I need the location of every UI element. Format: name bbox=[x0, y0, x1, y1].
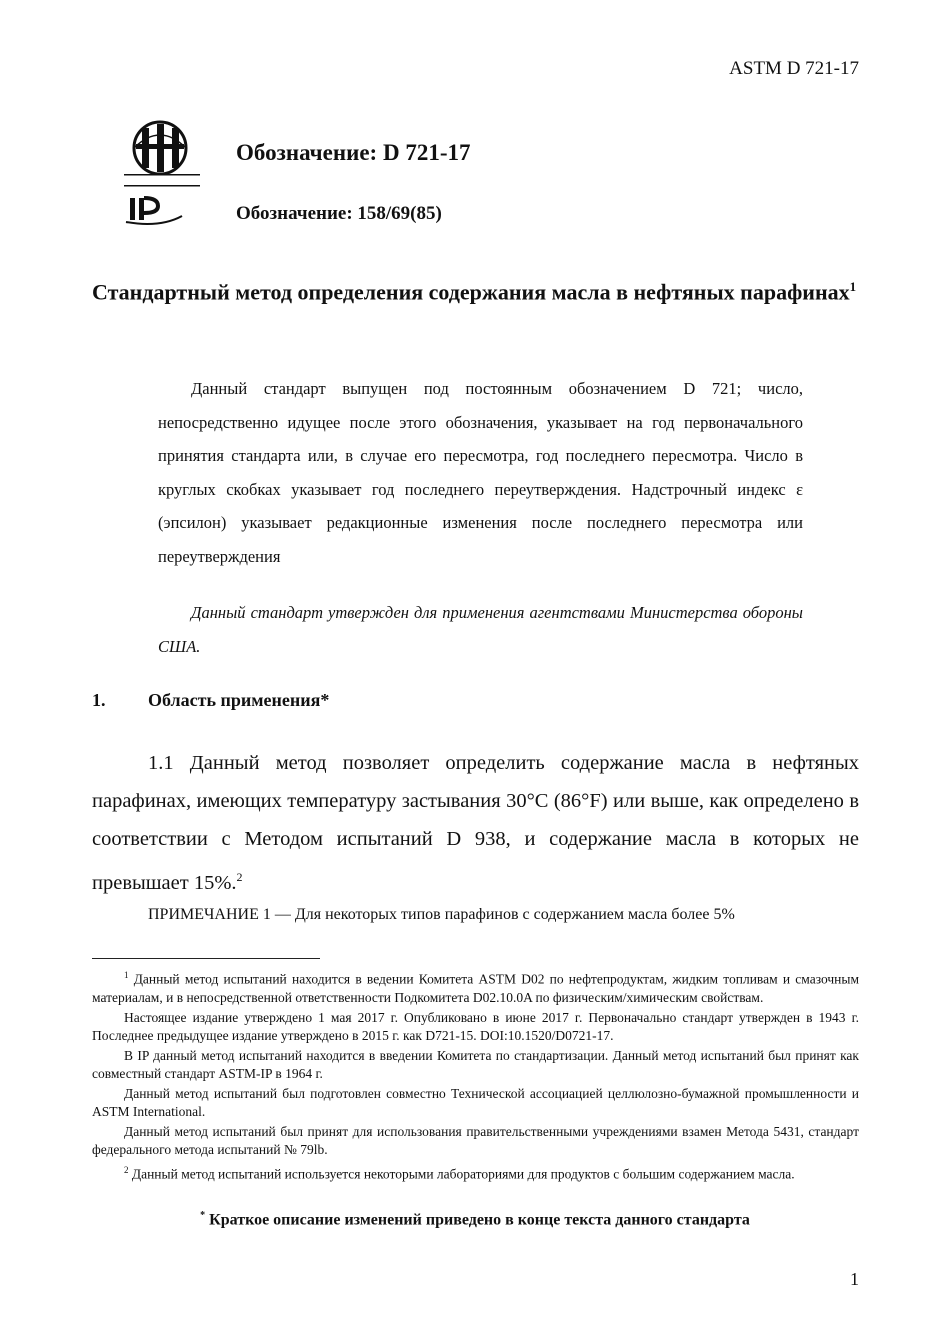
footnote-1-text: Данный метод испытаний находится в ведении Комитета ASTM D02 по нефтепродуктам, жидким топливам и смазочным материалам, и в непосредственной ответственности Подкомитета D02.10.0A по физическим/химическим свойствам. bbox=[92, 971, 860, 1005]
footnote-2-mark: 2 bbox=[124, 1164, 129, 1175]
paragraph-1-1-text: 1.1 Данный метод позволяет определить содержание масла в нефтяных парафинах, имеющих температуру застывания 30°C (86°F) или выше, как определено в соответствии с Методом испытаний D 938, и содержание масла в которых не превышает 15%. bbox=[92, 752, 859, 894]
footnote-star-mark: * bbox=[200, 1210, 206, 1221]
astm-ip-logo bbox=[120, 118, 204, 230]
footnote-summary-of-changes bbox=[0, 1210, 950, 1229]
footnotes bbox=[92, 966, 859, 1183]
document-code-header: ASTM D 721-17 bbox=[729, 58, 859, 79]
ip-designation: Обозначение: 158/69(85) bbox=[236, 203, 442, 224]
standard-title-text: Стандартный метод определения содержания масла в нефтяных парафинах bbox=[92, 279, 850, 305]
ip-logo-icon bbox=[126, 198, 182, 224]
paragraph-1-1 bbox=[92, 744, 859, 902]
note-1: ПРИМЕЧАНИЕ 1 — Для некоторых типов парафинов с содержанием масла более 5% bbox=[148, 906, 735, 923]
footnote-star-text: Краткое описание изменений приведено в конце текста данного стандарта bbox=[209, 1211, 750, 1229]
footnote-2-text: Данный метод испытаний используется некоторыми лабораториями для продуктов с большим содержанием масла. bbox=[131, 1166, 795, 1181]
standard-preamble: Данный стандарт выпущен под постоянным обозначением D 721; число, непосредственно идущее после этого обозначения, указывает на год первоначального принятия стандарта или, в случае его пересмотра, год последнего пересмотра. Число в круглых скобках указывает год последнего переутверждения. Надстрочный индекс ε (эпсилон) указывает редакционные изменения после последнего пересмотра или переутверждения bbox=[158, 379, 803, 566]
section-title: Область применения* bbox=[148, 690, 330, 710]
footnote-1-adopted: Данный метод испытаний был принят для использования правительственными учреждениями взамен Метода 5431, стандарт федерального метода испытаний № 79lb. bbox=[92, 1123, 859, 1157]
footnote-1-ip: В IP данный метод испытаний находится в введении Комитета по стандартизации. Данный метод испытаний был принят как совместный стандарт ASTM-IP в 1964 г. bbox=[92, 1047, 859, 1081]
footnote-1-mark: 1 bbox=[124, 970, 129, 980]
footnote-divider bbox=[92, 958, 320, 959]
section-number: 1. bbox=[92, 690, 106, 710]
title-footnote-mark: 1 bbox=[849, 279, 857, 294]
standard-title bbox=[92, 268, 859, 311]
footnote-1-edition: Настоящее издание утверждено 1 мая 2017 г. Опубликовано в июне 2017 г. Первоначально стандарт утвержден в 1943 г. Последнее предыдущее издание утверждено в 2015 г. как D721-15. DOI:10.1520/D0721-17. bbox=[92, 1009, 859, 1043]
footnote-1 bbox=[92, 966, 859, 1007]
paragraph-footnote-mark: 2 bbox=[236, 870, 243, 884]
astm-international-logo-icon bbox=[124, 122, 200, 187]
footnote-2 bbox=[92, 1161, 859, 1184]
dod-approval-note: Данный стандарт утвержден для применения агентствами Министерства обороны США. bbox=[158, 603, 803, 656]
footnote-1-prepared: Данный метод испытаний был подготовлен совместно Технической ассоциацией целлюлозно-бумажной промышленности и ASTM International. bbox=[92, 1085, 859, 1119]
page-number: 1 bbox=[850, 1269, 859, 1289]
astm-designation: Обозначение: D 721-17 bbox=[236, 140, 471, 165]
